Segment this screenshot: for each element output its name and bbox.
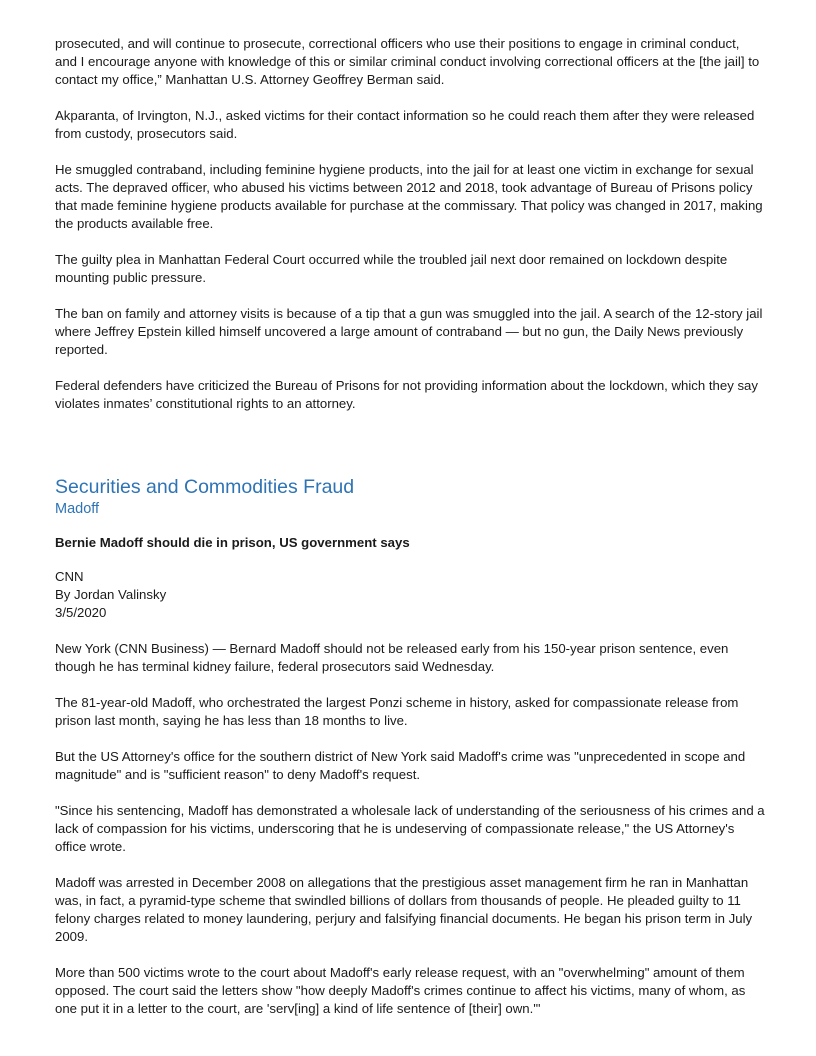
body-paragraph: The guilty plea in Manhattan Federal Court occurred while the troubled jail next door remained on lockdown despite mounting public pressure. — [55, 252, 728, 285]
body-paragraph: He smuggled contraband, including feminine hygiene products, into the jail for at least one victim in exchange for sexual acts. The depraved officer, who abused his victims between 2012 and 2018, took advantage of Bureau of Prisons policy that made feminine hygiene products available for purchase at the commissary. That policy was changed in 2017, making the products available free. — [55, 162, 763, 231]
article-byline — [55, 568, 765, 622]
article-headline: Bernie Madoff should die in prison, US government says — [55, 535, 410, 550]
article-paragraph: "Since his sentencing, Madoff has demonstrated a wholesale lack of understanding of the seriousness of his crimes and a lack of compassion for his victims, underscoring that he is undeserving of compassionate release," the US Attorney's office wrote. — [55, 803, 765, 854]
section-spacer — [55, 431, 765, 475]
article-date: 3/5/2020 — [55, 605, 107, 620]
body-paragraph: prosecuted, and will continue to prosecute, correctional officers who use their positions to engage in criminal conduct, and I encourage anyone with knowledge of this or similar criminal conduct involving correctional officers at the [the jail] to contact my office,” Manhattan U.S. Attorney Geoffrey Berman said. — [55, 36, 760, 87]
body-paragraph: The ban on family and attorney visits is because of a tip that a gun was smuggled into the jail. A search of the 12-story jail where Jeffrey Epstein killed himself uncovered a large amount of contraband — but no gun, the Daily News previously reported. — [55, 306, 763, 357]
section-subheading: Madoff — [55, 501, 100, 517]
article-paragraph: More than 500 victims wrote to the court about Madoff's early release request, with an "overwhelming" amount of them opposed. The court said the letters show "how deeply Madoff's crimes continue to affect his victims, many of whom, as one put it in a letter to the court, are 'serv[ing] a kind of life sentence of [their] own.'" — [55, 965, 746, 1016]
article-paragraph: The 81-year-old Madoff, who orchestrated the largest Ponzi scheme in history, asked for compassionate release from prison last month, saying he has less than 18 months to live. — [55, 695, 739, 728]
body-paragraph: Akparanta, of Irvington, N.J., asked victims for their contact information so he could reach them after they were released from custody, prosecutors said. — [55, 108, 755, 141]
article-author: By Jordan Valinsky — [55, 587, 167, 602]
section-heading: Securities and Commodities Fraud — [55, 476, 355, 498]
article-paragraph: New York (CNN Business) — Bernard Madoff should not be released early from his 150-year prison sentence, even though he has terminal kidney failure, federal prosecutors said Wednesday. — [55, 641, 729, 674]
body-paragraph: Federal defenders have criticized the Bureau of Prisons for not providing information about the lockdown, which they say violates inmates’ constitutional rights to an attorney. — [55, 378, 758, 411]
article-paragraph: Madoff was arrested in December 2008 on allegations that the prestigious asset management firm he ran in Manhattan was, in fact, a pyramid-type scheme that swindled billions of dollars from thousands of people. He pleaded guilty to 11 felony charges related to money laundering, perjury and falsifying financial documents. He began his prison term in July 2009. — [55, 875, 753, 944]
article-paragraph: But the US Attorney's office for the southern district of New York said Madoff's crime was "unprecedented in scope and magnitude" and is "sufficient reason" to deny Madoff's request. — [55, 749, 746, 782]
document-page — [55, 35, 765, 1036]
article-source: CNN — [55, 569, 84, 584]
